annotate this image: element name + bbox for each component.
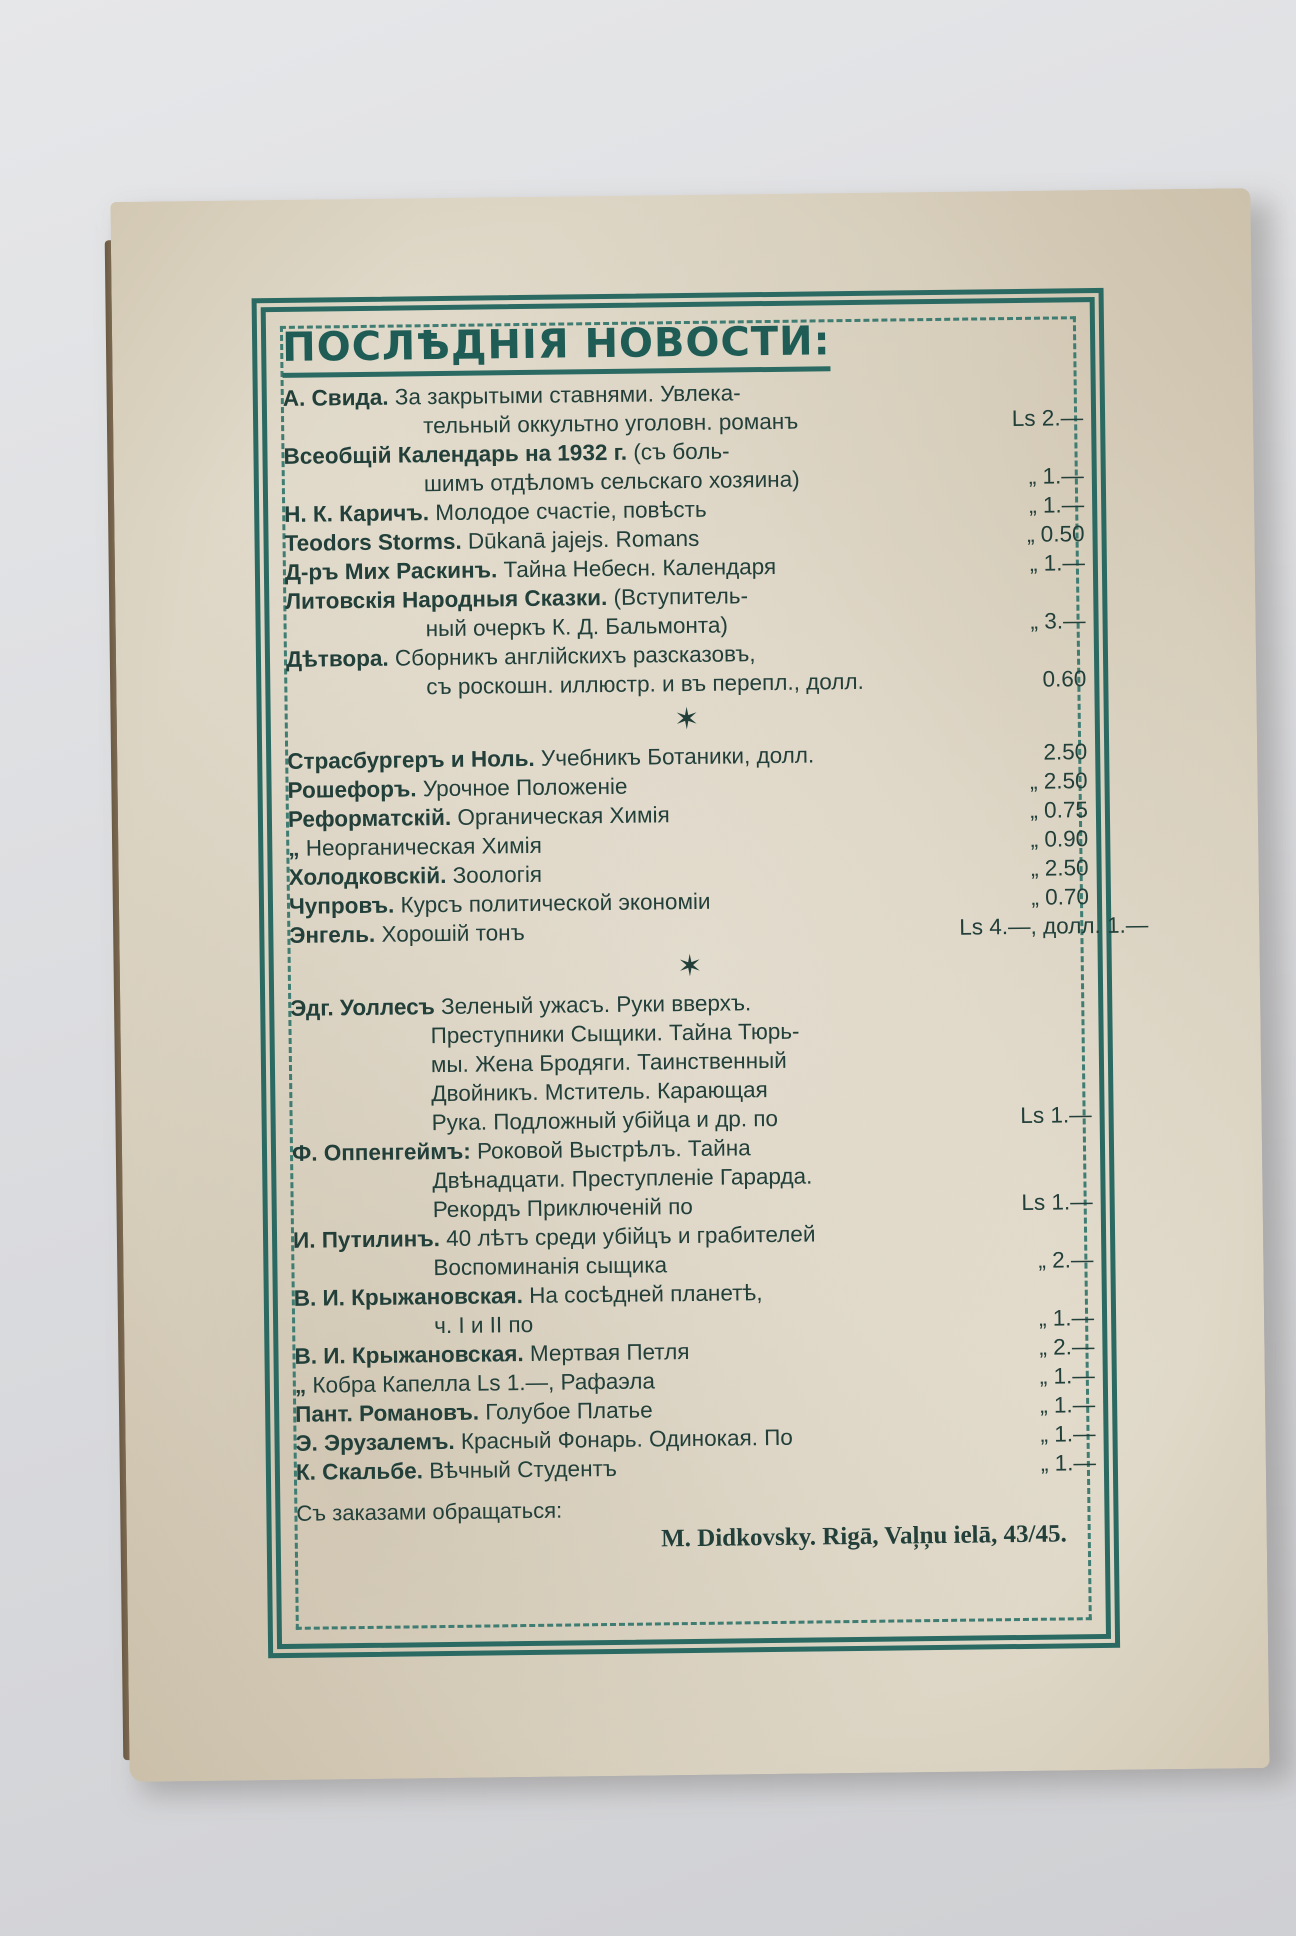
list-item-description: Сборникъ англійскихъ разсказовъ, — [394, 641, 756, 671]
list-item-author: Д-ръ Мих Раскинъ. — [284, 557, 498, 585]
list-item-description: Преступники Сыщики. Тайна Тюрь- — [430, 1018, 800, 1049]
separator-star-2: ✶ — [676, 949, 703, 984]
list-item-author: Холодковскій. — [288, 862, 447, 890]
contact-line-1: Съ заказами обращаться: — [296, 1497, 563, 1526]
contact-block — [296, 1489, 1097, 1559]
list-item-price: 2.50 — [1043, 739, 1088, 765]
list-item-author: Teodors Storms. — [284, 528, 462, 556]
list-item-description: Двѣнадцати. Преступленіе Гарарда. — [432, 1163, 813, 1194]
list-item-price: „ 1.— — [1038, 1305, 1095, 1331]
contact-address: M. Didkovsky. Rigā, Vaļņu ielā, 43/45. — [660, 1520, 1067, 1553]
list-item-author: Страсбургеръ и Ноль. — [287, 745, 535, 774]
list-item-description: Зоологія — [452, 861, 543, 888]
list-item-author: Ф. Оппенгеймъ: — [291, 1138, 471, 1166]
list-item-description: Роковой Выстрѣлъ. Тайна — [476, 1135, 751, 1164]
list-item-description: Кобра Капелла Ls 1.—, Рафаэла — [312, 1368, 656, 1398]
list-item-author: Литовскія Народныя Сказки. — [285, 584, 608, 614]
list-item-description: Органическая Химія — [457, 802, 670, 830]
list-item-price: Ls 2.— — [1011, 405, 1084, 432]
list-item-price: „ 1.— — [1039, 1363, 1095, 1389]
list-item-description: Вѣчный Студентъ — [429, 1455, 618, 1484]
list-item-author: В. И. Крыжановская. — [294, 1341, 524, 1369]
list-item-description: Тайна Небесн. Календаря — [503, 553, 777, 583]
list-item-price: „ 0.90 — [1030, 826, 1089, 852]
list-item-author: Э. Эрузалемъ. — [295, 1428, 455, 1456]
list-item-price: „ 2.— — [1039, 1334, 1095, 1360]
list-item-author: Рошефоръ. — [287, 776, 417, 803]
list-item-description: ч. I и II по — [433, 1311, 534, 1339]
list-item-description: Неорганическая Химія — [305, 832, 542, 861]
list-item-author: Чупровъ. — [288, 892, 395, 919]
list-item-description: Красный Фонарь. Одинокая. По — [460, 1424, 794, 1454]
separator-star-1: ✶ — [673, 702, 700, 737]
book-list-section-1 — [283, 374, 1087, 703]
book-back-cover — [110, 188, 1269, 1782]
book-list-section-2 — [287, 737, 1149, 950]
list-item-description: (Вступитель- — [613, 583, 749, 610]
list-item-description: Зеленый ужасъ. Руки вверхъ. — [440, 990, 752, 1020]
list-item-description: Воспоминанія сыщика — [433, 1252, 668, 1281]
list-item-description: Рекордъ Приключеній по — [432, 1193, 693, 1223]
list-item-description: Учебникъ Ботаники, долл. — [540, 742, 815, 771]
list-item-price: „ 2.— — [1038, 1247, 1094, 1273]
list-item-price: „ 3.— — [1030, 608, 1086, 634]
list-item-price: „ 1.— — [1028, 492, 1085, 518]
list-item-description: Голубое Платье — [485, 1397, 653, 1425]
book-list-section-3 — [290, 984, 1096, 1487]
list-item-author: Реформатскій. — [287, 804, 452, 832]
list-item-author: Пант. Романовъ. — [295, 1399, 480, 1427]
list-item-price: 0.60 — [1042, 666, 1087, 692]
list-item-author: Дѣтвора. — [285, 645, 389, 672]
list-item-description: Мертвая Петля — [529, 1339, 690, 1366]
list-item-author: А. Свида. — [282, 384, 389, 411]
list-item-description: (съ боль- — [633, 438, 730, 465]
list-item-price: Ls 4.—, долл. 1.— — [959, 912, 1149, 940]
list-item-price: „ 2.50 — [1030, 855, 1089, 881]
list-item-author: „ — [288, 835, 300, 861]
page-title: ПОСЛѢДНІЯ НОВОСТИ: — [282, 318, 831, 378]
list-item-description: На сосѣдней планетѣ, — [529, 1280, 763, 1308]
list-item-price: Ls 1.— — [1020, 1102, 1092, 1128]
list-item-description: 40 лѣтъ среди убійцъ и грабителей — [446, 1221, 816, 1251]
list-item-description: шимъ отдѣломъ сельскаго хозяина) — [423, 466, 800, 497]
list-item-description: Рука. Подложный убійца и др. по — [431, 1105, 779, 1136]
list-item-description: съ роскошн. иллюстр. и въ перепл., долл. — [426, 668, 864, 700]
list-item-price: „ 1.— — [1029, 550, 1086, 576]
list-item-price: „ 1.— — [1040, 1421, 1096, 1447]
list-item-description: Dūkanā jajejs. Romans — [467, 525, 700, 554]
list-item-description: Молодое счастіе, повѣсть — [435, 496, 707, 526]
list-item-author: К. Скальбе. — [295, 1458, 424, 1485]
list-item-price: Ls 1.— — [1021, 1189, 1093, 1215]
list-item-description: Урочное Положеніе — [422, 773, 628, 802]
list-item-price: „ 1.— — [1040, 1450, 1097, 1476]
list-item-description: тельный оккультно уголовн. романъ — [422, 408, 799, 439]
list-item-price: „ 1.— — [1028, 463, 1084, 489]
list-item-description: За закрытыми ставнями. Увлека- — [394, 380, 741, 410]
list-item-price: „ 0.70 — [1031, 884, 1090, 910]
advertisement-content — [281, 315, 1149, 1559]
list-item-description: Хорошій тонъ — [381, 920, 525, 947]
list-item-author: Н. К. Каричъ. — [284, 500, 430, 527]
list-item-author: Энгель. — [289, 921, 376, 948]
list-item-price: „ 0.50 — [1026, 521, 1085, 547]
list-item-author: „ — [294, 1372, 307, 1398]
list-item-price: „ 1.— — [1039, 1392, 1096, 1418]
list-item-author: И. Путилинъ. — [292, 1226, 441, 1253]
list-item-description: Двойникъ. Мститель. Карающая — [431, 1077, 768, 1107]
list-item-author: В. И. Крыжановская. — [293, 1283, 524, 1311]
list-item-author: Всеобщій Календарь на 1932 г. — [283, 439, 628, 469]
list-item-description: ный очеркъ К. Д. Бальмонта) — [425, 612, 729, 642]
list-item-price: „ 2.50 — [1029, 768, 1088, 794]
list-item-price: „ 0.75 — [1030, 797, 1089, 823]
list-item-description: мы. Жена Бродяги. Таинственный — [430, 1047, 787, 1078]
list-item-author: Эдг. Уоллесъ — [290, 994, 435, 1021]
list-item-description: Курсъ политической экономіи — [400, 888, 711, 918]
